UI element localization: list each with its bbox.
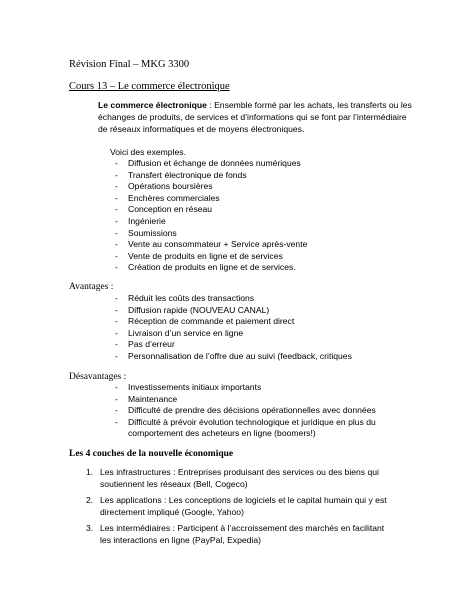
list-item: - Réduit les coûts des transactions <box>115 293 255 303</box>
list-item: - Transfert électronique de fonds <box>115 169 247 180</box>
list-item: - Opérations boursières <box>115 181 213 192</box>
dash-bullet: - <box>115 393 118 404</box>
list-item: - Personnalisation de l’offre due au suivi (feedback, critiques <box>115 350 352 361</box>
dash-bullet: - <box>115 169 118 180</box>
list-item: - Difficulté à prévoir évolution technologique et juridique en plus du comportement des acheteurs en ligne (boomers!) <box>115 416 376 439</box>
list-item: - Pas d’erreur <box>115 339 175 350</box>
dash-bullet: - <box>115 239 118 250</box>
list-item: - Conception en réseau <box>115 204 213 215</box>
document-title: Révision Final – MKG 3300 <box>69 59 190 70</box>
item-number: 1. <box>86 467 94 477</box>
advantages-heading: Avantages : <box>69 282 114 292</box>
dash-bullet: - <box>115 192 118 203</box>
item-number: 3. <box>86 523 94 533</box>
dash-bullet: - <box>115 204 118 215</box>
dash-bullet: - <box>115 250 118 261</box>
list-item: - Enchères commerciales <box>115 192 220 203</box>
list-item: - Vente au consommateur + Service après-vente <box>115 239 308 250</box>
list-item: - Difficulté de prendre des décisions opérationnelles avec données <box>115 405 376 416</box>
definition-paragraph <box>98 99 418 136</box>
dash-bullet: - <box>115 293 118 303</box>
definition-term: Le commerce électronique <box>98 100 207 110</box>
list-item: - Diffusion rapide (NOUVEAU CANAL) <box>115 304 270 315</box>
dash-bullet: - <box>115 215 118 226</box>
definition-text: : Ensemble formé par les achats, les transferts ou les échanges de produits, de services et d’informations qui se font par l’intermédiaire de réseaux informatiques et de moyens électroniques. <box>98 100 412 135</box>
list-item: - Maintenance <box>115 393 178 404</box>
list-item: - Diffusion et échange de données numériques <box>115 158 301 168</box>
dash-bullet: - <box>115 339 118 350</box>
disadvantages-heading: Désavantages : <box>69 372 127 382</box>
course-heading: Cours 13 – Le commerce électronique <box>69 81 230 92</box>
layers-heading: Les 4 couches de la nouvelle économique <box>69 449 234 459</box>
list-item: 2. Les applications : Les conceptions de logiciels et le capital humain qui y est directement impliqué (Google, Yahoo) <box>86 495 387 517</box>
advantages-list <box>115 293 352 363</box>
list-item: 3. Les intermédiaires : Participent à l’accroissement des marchés en facilitant les interactions en ligne (PayPal, Expedia) <box>86 523 385 545</box>
list-item: - Soumissions <box>115 227 177 238</box>
dash-bullet: - <box>115 158 118 168</box>
examples-intro: Voici des exemples. <box>110 147 186 157</box>
list-item: - Livraison d’un service en ligne <box>115 327 244 338</box>
examples-list <box>115 158 307 274</box>
disadvantages-list <box>115 382 415 440</box>
dash-bullet: - <box>115 350 118 361</box>
list-item: 1. Les infrastructures : Entreprises produisant des services ou des biens qui soutiennent les réseaux (Bell, Cogeco) <box>86 467 379 489</box>
dash-bullet: - <box>115 181 118 192</box>
list-item: - Vente de produits en ligne et de services <box>115 250 283 261</box>
dash-bullet: - <box>115 327 118 338</box>
list-item: - Ingénierie <box>115 215 166 226</box>
dash-bullet: - <box>115 382 118 392</box>
layers-list <box>88 466 388 550</box>
item-number: 2. <box>86 495 94 505</box>
list-item: - Création de produits en ligne et de services. <box>115 262 296 273</box>
dash-bullet: - <box>115 316 118 327</box>
list-item: - Réception de commande et paiement direct <box>115 316 295 327</box>
list-item: - Investissements initiaux importants <box>115 382 262 392</box>
dash-bullet: - <box>115 262 118 273</box>
dash-bullet: - <box>115 416 118 427</box>
dash-bullet: - <box>115 405 118 416</box>
dash-bullet: - <box>115 304 118 315</box>
dash-bullet: - <box>115 227 118 238</box>
